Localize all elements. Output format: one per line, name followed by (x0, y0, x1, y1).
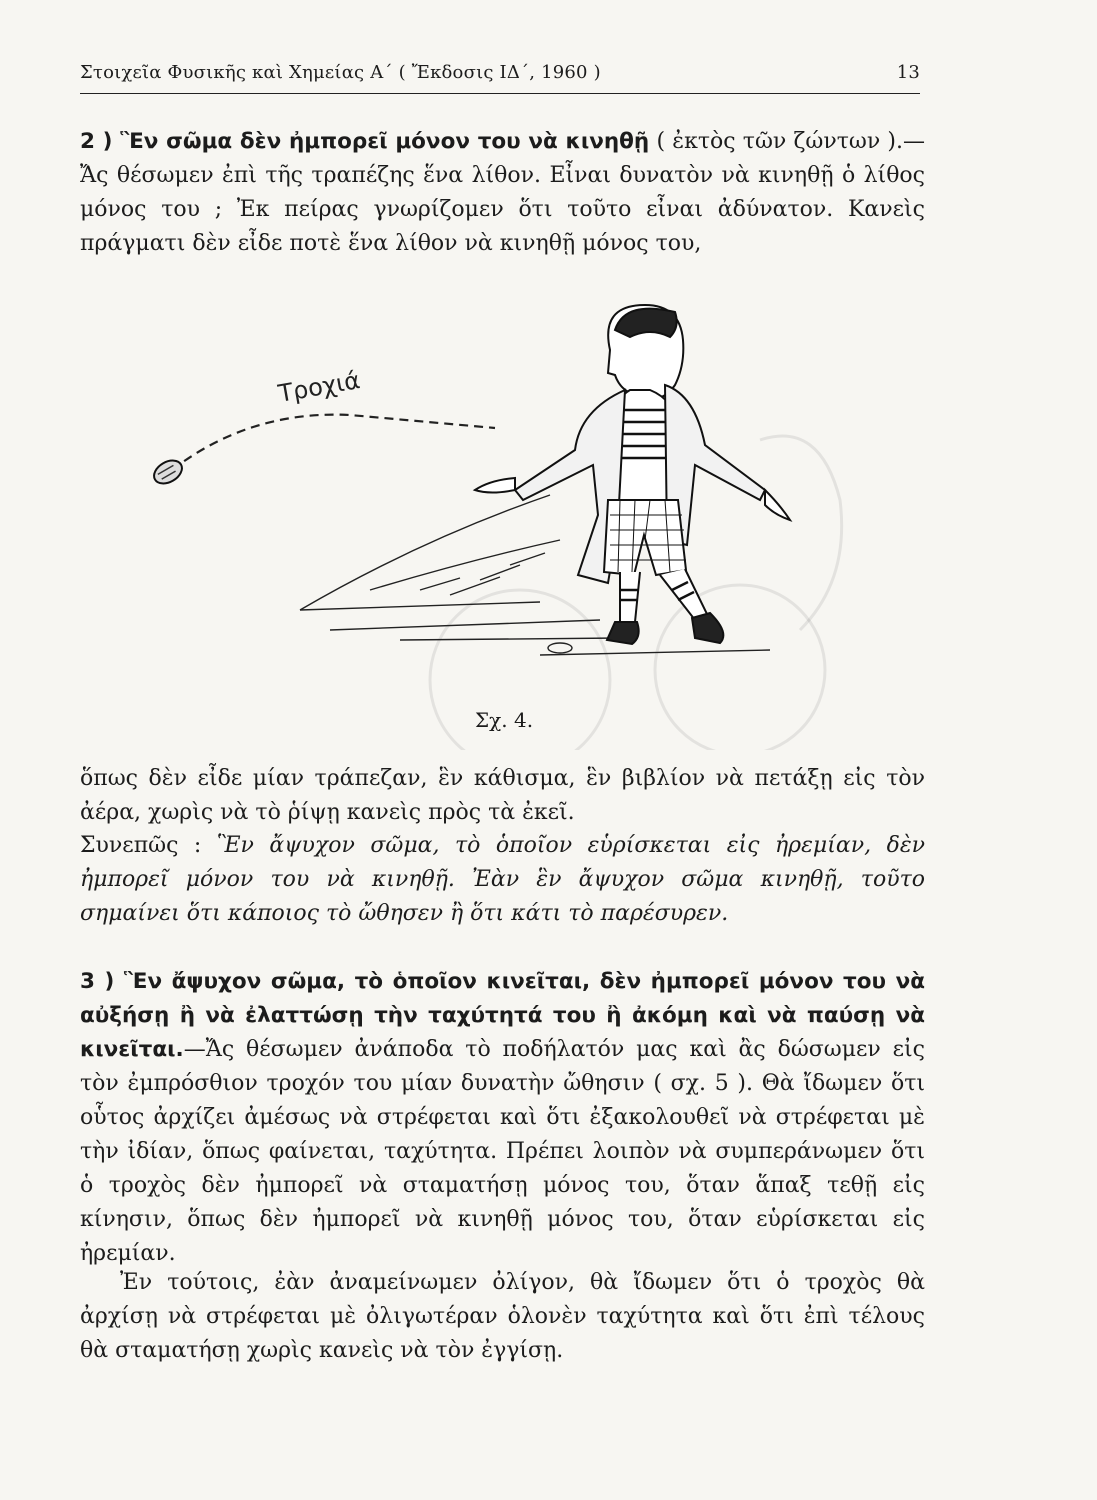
trajectory-path (172, 415, 495, 470)
section-2-text: ( ἐκτὸς τῶν ζώντων ).—Ἄς θέσωμεν ἐπὶ τῆς τραπέζης ἕνα λίθον. Εἶναι δυνατὸν νὰ κινηθῇ ὁ λίθος μόνος του ; Ἐκ πείρας γνωρίζομεν ὅτι τοῦτο εἶναι ἀδύνατον. Κανεὶς πράγματι δὲν εἶδε ποτὲ ἕνα λίθον νὰ κινηθῇ μόνος του, (80, 129, 926, 256)
section-2-paragraph (80, 125, 925, 261)
book-title: Στοιχεῖα Φυσικῆς καὶ Χημείας Α΄ ( Ἔκδοσις ΙΔ΄, 1960 ) (80, 62, 601, 83)
figure-boy-throwing-stone (120, 290, 960, 750)
running-head (80, 58, 920, 92)
continuation-paragraph: ὅπως δὲν εἶδε μίαν τράπεζαν, ἓν κάθισμα, ἓν βιβλίον νὰ πετάξῃ εἰς τὸν ἀέρα, χωρὶς νὰ τὸ ῥίψῃ κανεὶς πρὸς τὰ ἐκεῖ. (80, 766, 925, 825)
trajectory-label: Τροχιά (276, 366, 363, 408)
section-2-heading: 2 ) Ἓν σῶμα δὲν ἠμπορεῖ μόνον του νὰ κινηθῇ (80, 129, 650, 154)
section-3-heading: 3 ) Ἓν ἄψυχον σῶμα, τὸ ὁποῖον κινεῖται, δὲν ἠμπορεῖ μόνον του νὰ αὐξήσῃ ἢ νὰ ἐλαττώσῃ τὴν ταχύτητά του ἢ ἀκόμη καὶ νὰ παύσῃ νὰ κινεῖται. (80, 969, 925, 1062)
figure-caption: Σχ. 4. (475, 708, 534, 732)
conclusion-label: Συνεπῶς : (80, 833, 202, 858)
header-rule (80, 93, 920, 94)
boy-illustration (475, 305, 790, 644)
stone-icon (150, 456, 186, 488)
section-3-text: —Ἄς θέσωμεν ἀνάποδα τὸ ποδήλατόν μας καὶ ἂς δώσωμεν εἰς τὸν ἐμπρόσθιον τροχόν του μίαν δυνατὴν ὤθησιν ( σχ. 5 ). Θὰ ἴδωμεν ὅτι οὗτος ἀρχίζει ἀμέσως νὰ στρέφεται καὶ ὅτι ἐξακολουθεῖ νὰ στρέφεται μὲ τὴν ἰδίαν, ὅπως φαίνεται, ταχύτητα. Πρέπει λοιπὸν νὰ συμπεράνωμεν ὅτι ὁ τροχὸς δὲν ἠμπορεῖ νὰ σταματήσῃ μόνος του, ὅταν ἅπαξ τεθῇ εἰς κίνησιν, ὅπως δὲν ἠμπορεῖ νὰ κινηθῇ μόνος του, ὅταν εὑρίσκεται εἰς ἠρεμίαν. (80, 1037, 925, 1266)
section-3-paragraph (80, 965, 925, 1271)
page-number: 13 (896, 62, 920, 83)
conclusion-paragraph (80, 829, 925, 931)
closing-paragraph: Ἐν τούτοις, ἐὰν ἀναμείνωμεν ὀλίγον, θὰ ἴδωμεν ὅτι ὁ τροχὸς θὰ ἀρχίσῃ νὰ στρέφεται μὲ ὀλιγωτέραν ὁλονὲν ταχύτητα καὶ ὅτι ἐπὶ τέλους θὰ σταματήσῃ χωρὶς κανεὶς νὰ τὸν ἐγγίσῃ. (80, 1270, 925, 1363)
conclusion-text: Ἓν ἄψυχον σῶμα, τὸ ὁποῖον εὑρίσκεται εἰς ἠρεμίαν, δὲν ἠμπορεῖ μόνον του νὰ κινηθῇ. Ἐὰν ἓν ἄψυχον σῶμα κινηθῇ, τοῦτο σημαίνει ὅτι κάποιος τὸ ὤθησεν ἢ ὅτι κάτι τὸ παρέσυρεν. (80, 833, 926, 926)
